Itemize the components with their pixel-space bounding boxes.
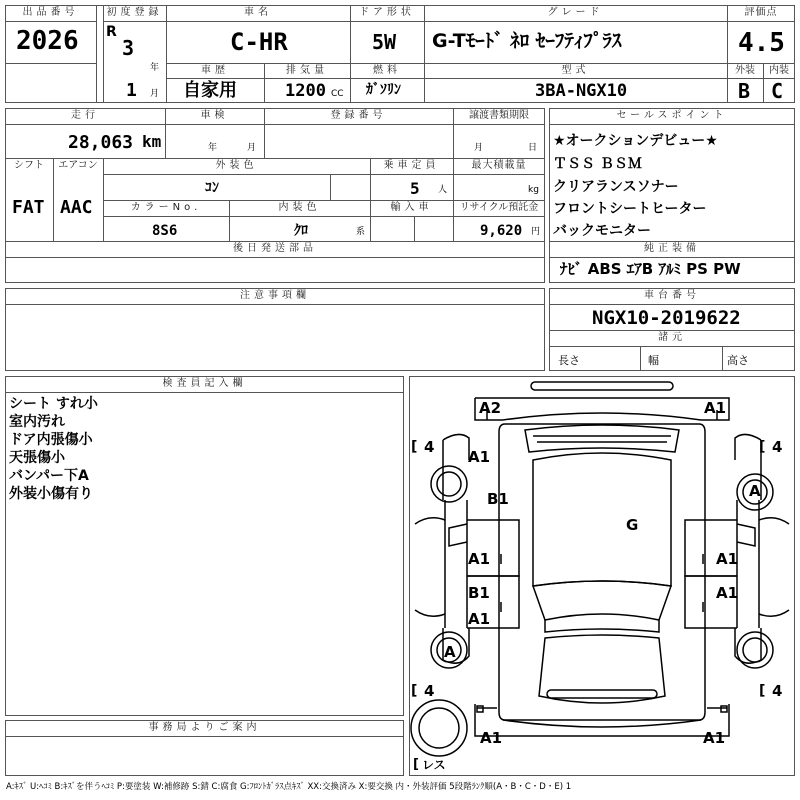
capacity-label: 乗車定員	[383, 160, 440, 171]
damage-mark: A	[749, 482, 761, 500]
sales-point-item: ★オークションデビュー★	[553, 133, 718, 149]
sales-point-item: ＴＳＳ ＢＳＭ	[553, 156, 642, 172]
model-label: 型式	[561, 65, 590, 76]
grade-label: グレード	[547, 7, 604, 18]
chassis-number: NGX10-2019622	[592, 307, 741, 329]
ext-color-label: 外装色	[215, 160, 258, 171]
inspection-month-unit: 月	[247, 143, 257, 153]
damage-mark: A2	[479, 399, 502, 417]
car-name: C-HR	[230, 28, 288, 56]
notes-label: 注意事項欄	[240, 290, 310, 301]
transfer-day-unit: 日	[528, 143, 538, 153]
inspector-note: 外装小傷有り	[9, 486, 93, 502]
import-label: 輸入車	[390, 202, 433, 213]
damage-mark: B1	[487, 490, 509, 508]
reg-no-label: 登録番号	[330, 110, 387, 121]
displacement: 1200	[285, 81, 326, 101]
era: R	[106, 24, 117, 40]
shift: FAT	[12, 197, 45, 218]
damage-mark: A1	[704, 399, 727, 417]
inspector-label: 検査員記入欄	[162, 378, 247, 389]
height-label: 高さ	[727, 354, 749, 367]
specs-label: 諸元	[658, 332, 686, 343]
inspector-note: 室内汚れ	[9, 414, 65, 430]
tire-depth: 4	[772, 438, 783, 456]
damage-mark: A1	[716, 584, 739, 602]
mileage: 28,063	[68, 132, 134, 153]
mileage-unit: km	[142, 132, 162, 151]
ac-label: エアコン	[58, 160, 98, 171]
int-color: ｸﾛ	[294, 223, 308, 239]
displacement-unit: CC	[331, 89, 344, 99]
transfer-month-unit: 月	[474, 143, 484, 153]
ac: AAC	[60, 197, 93, 218]
door-label: ドア形状	[359, 7, 415, 18]
spare-tire-mark: レス	[422, 758, 446, 772]
recycle: 9,620	[480, 223, 523, 239]
history-label: 車歴	[201, 65, 229, 76]
damage-mark: A1	[468, 448, 491, 466]
model: 3BA-NGX10	[535, 81, 628, 101]
capacity: 5	[410, 179, 420, 198]
damage-mark: A1	[468, 550, 491, 568]
tire-bracket: [	[759, 439, 766, 455]
first-reg-label: 初度登録	[106, 7, 163, 18]
interior: C	[771, 79, 784, 103]
auction-no: 2026	[16, 26, 79, 56]
damage-mark: A1	[703, 729, 726, 747]
tire-bracket: [	[413, 757, 419, 772]
damage-mark: A1	[716, 550, 739, 568]
reg-year-unit: 年	[150, 63, 160, 73]
recycle-unit: 円	[531, 227, 541, 237]
tire-bracket: [	[759, 683, 766, 699]
exterior: B	[738, 79, 751, 103]
inspector-notes	[9, 395, 98, 503]
tire-bracket: [	[411, 439, 418, 455]
door: 5W	[372, 30, 397, 54]
damage-mark: B1	[468, 584, 490, 602]
score-label: 評価点	[744, 7, 778, 18]
car-diagram	[409, 376, 795, 776]
inspector-note: バンパー下A	[9, 468, 89, 484]
width-label: 幅	[648, 354, 659, 367]
sales-point-item: フロントシートヒーター	[553, 201, 707, 217]
equipment: ﾅﾋﾞ ABS ｴｱB ｱﾙﾐ PS PW	[560, 260, 741, 278]
displacement-label: 排気量	[286, 65, 328, 76]
auction-no-label: 出品番号	[22, 7, 79, 18]
office-label: 事務局よりご案内	[148, 722, 261, 733]
int-color-label: 内装色	[278, 202, 321, 213]
grade: G-Tﾓｰﾄﾞ ﾈﾛ ｾｰﾌﾃｨﾌﾟﾗｽ	[432, 30, 622, 52]
color-no: 8S6	[152, 223, 178, 239]
damage-mark: G	[626, 516, 639, 534]
damage-mark: A1	[480, 729, 503, 747]
mileage-label: 走行	[71, 110, 99, 121]
color-no-label: カラーNo.	[130, 202, 202, 213]
inspector-note: 天張傷小	[9, 450, 65, 466]
sales-point-item: バックモニター	[553, 223, 651, 239]
inspection-label: 車検	[200, 110, 229, 121]
tire-depth: 4	[424, 438, 435, 456]
inspector-note: ドア内張傷小	[9, 432, 93, 448]
inspector-note: シート すれ小	[9, 396, 98, 412]
interior-label: 内装	[769, 65, 789, 76]
sales-points-label: セールスポイント	[616, 110, 728, 121]
score: 4.5	[738, 28, 785, 58]
tire-depth: 4	[772, 682, 783, 700]
chassis-label: 車台番号	[644, 290, 700, 301]
history: 自家用	[183, 80, 237, 101]
shift-label: シフト	[14, 160, 44, 171]
capacity-unit: 人	[438, 185, 448, 195]
max-load-label: 最大積載量	[471, 160, 527, 171]
length-label: 長さ	[558, 354, 580, 367]
damage-mark: A1	[468, 610, 491, 628]
legend: A:ｷｽﾞ U:ﾍｺﾐ B:ｷｽﾞを伴うﾍｺﾐ P:要塗装 W:補修跡 S:錆 C:腐食 G:ﾌﾛﾝﾄｶﾞﾗｽ点ｷｽﾞ XX:交換済み X:要交換 内・外装評価 5段階ﾗﾝｸ順(A・B・C・D・E) 1	[6, 782, 572, 792]
sales-point-item: クリアランスソナー	[553, 179, 679, 195]
later-parts-label: 後日発送部品	[233, 243, 317, 254]
recycle-label: リサイクル預託金	[459, 202, 539, 213]
reg-month: 1	[126, 80, 137, 101]
transfer-label: 譲渡書類期限	[469, 110, 529, 121]
damage-mark: A	[444, 643, 456, 661]
inspection-year-unit: 年	[208, 143, 218, 153]
fuel: ｶﾞｿﾘﾝ	[366, 82, 401, 98]
exterior-label: 外装	[735, 65, 755, 76]
car-name-label: 車名	[244, 7, 272, 18]
tire-depth: 4	[424, 682, 435, 700]
reg-year: 3	[122, 36, 135, 60]
equipment-label: 純正装備	[644, 243, 700, 254]
tire-bracket: [	[411, 683, 418, 699]
fuel-label: 燃料	[373, 65, 401, 76]
ext-color: ｺﾝ	[205, 180, 219, 196]
reg-month-unit: 月	[150, 89, 160, 99]
max-load-unit: kg	[528, 185, 539, 195]
int-color-unit: 系	[356, 227, 366, 237]
